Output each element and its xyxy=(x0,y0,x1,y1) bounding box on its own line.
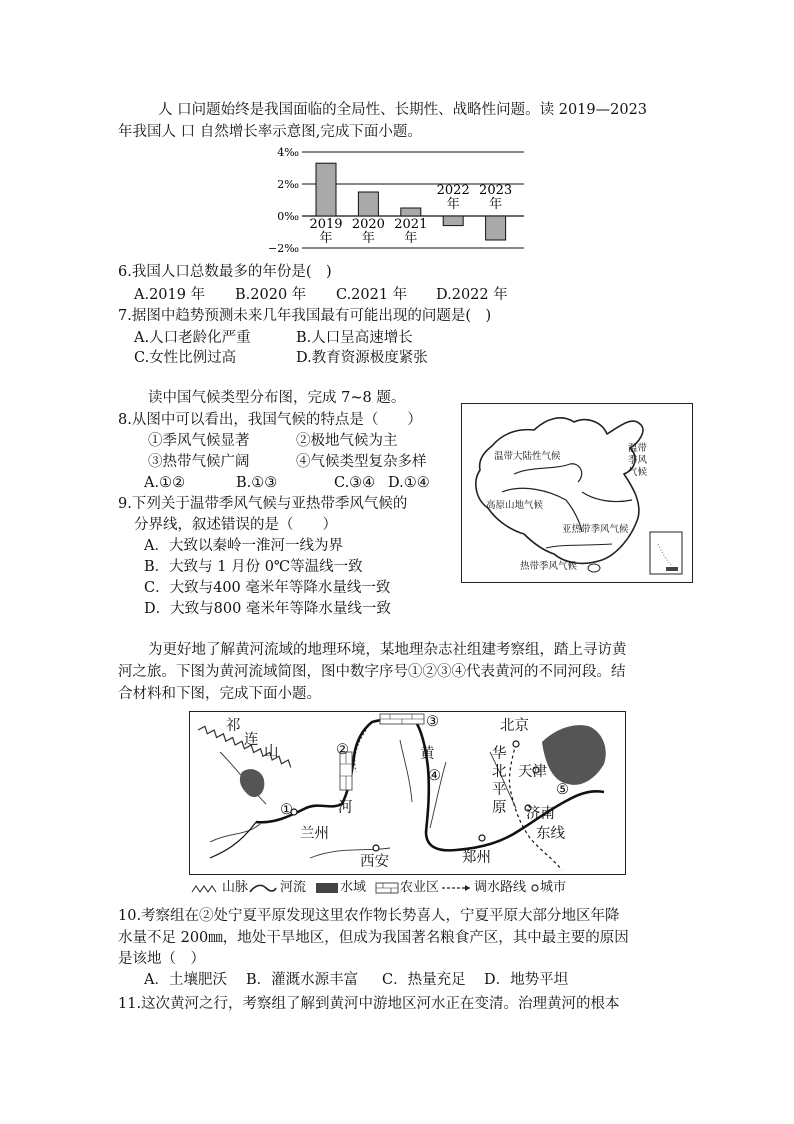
legend-water: 水域 xyxy=(340,880,367,895)
label-temperate-monsoon: 温带季风气候 xyxy=(628,443,648,478)
q8-item-3: ③热带气候广阔 xyxy=(148,454,250,470)
question-10-stem: 是该地（ ） xyxy=(118,951,205,967)
q7-option-b[interactable]: B.人口呈高速增长 xyxy=(296,330,413,346)
q8-item-1: ①季风气候显著 xyxy=(148,433,250,449)
city-jinan: 济南 xyxy=(526,806,555,822)
mountain-label: 祁 xyxy=(226,718,241,734)
q8-item-2: ②极地气候为主 xyxy=(296,433,398,449)
intro-text: 年我国人 口 自然增长率示意图,完成下面小题。 xyxy=(118,124,422,140)
x-tick-label-unit: 年 xyxy=(319,231,333,246)
section2-intro: 读中国气候类型分布图，完成 7~8 题。 xyxy=(148,390,406,406)
segment-2: ② xyxy=(336,742,349,758)
mountain-label: 山 xyxy=(264,744,279,760)
x-tick-label: 2022 xyxy=(436,183,470,198)
city-zhengzhou: 郑州 xyxy=(462,850,491,866)
x-tick-label-unit: 年 xyxy=(404,231,418,246)
bar-4 xyxy=(486,216,506,240)
label-temperate-continental: 温带大陆性气候 xyxy=(494,451,561,462)
intro-text: 人 口问题始终是我国面临的全局性、长期性、战略性问题。读 2019—2023 xyxy=(158,102,648,118)
q10-option-a[interactable]: A．土壤肥沃 xyxy=(144,972,227,988)
x-tick-label: 2021 xyxy=(394,217,428,232)
plain-label: 华 xyxy=(492,746,507,762)
question-10-stem: 水量不足 200㎜，地处干旱地区，但成为我国著名粮食产区，其中最主要的原因 xyxy=(118,930,629,946)
segment-5: ⑤ xyxy=(556,782,569,798)
plain-label: 北 xyxy=(492,764,507,780)
q10-option-c[interactable]: C．热量充足 xyxy=(382,972,466,988)
legend-water-route: 调水路线 xyxy=(474,880,527,895)
x-tick-label: 2023 xyxy=(479,183,513,198)
y-tick-label: 2‰ xyxy=(277,178,299,191)
bar-0 xyxy=(316,163,336,216)
plain-label: 原 xyxy=(492,800,507,816)
q10-option-d[interactable]: D．地势平坦 xyxy=(484,972,569,988)
x-tick-label-unit: 年 xyxy=(446,197,460,212)
q10-option-b[interactable]: B．灌溉水源丰富 xyxy=(246,972,359,988)
section3-intro: 河之旅。下图为黄河流域简图，图中数字序号①②③④代表黄河的不同河段。结 xyxy=(118,664,626,680)
q8-option-c[interactable]: C.③④ xyxy=(334,475,376,491)
growth-rate-chart xyxy=(262,142,542,260)
segment-4: ④ xyxy=(428,768,441,784)
segment-3: ③ xyxy=(426,714,439,730)
bar-3 xyxy=(443,216,463,226)
q7-option-c[interactable]: C.女性比例过高 xyxy=(134,350,237,366)
river-label: 黄 xyxy=(420,746,435,762)
plain-label: 平 xyxy=(492,782,507,798)
x-tick-label-unit: 年 xyxy=(361,231,375,246)
q7-option-a[interactable]: A.人口老龄化严重 xyxy=(134,330,251,346)
city-xian: 西安 xyxy=(360,854,389,870)
legend-city: 城市 xyxy=(540,880,567,895)
section3-intro: 合材料和下图，完成下面小题。 xyxy=(118,686,321,702)
x-tick-label-unit: 年 xyxy=(489,197,503,212)
x-tick-label: 2019 xyxy=(309,217,343,232)
question-9-stem: 分界线，叙述错误的是（ ） xyxy=(134,517,337,533)
segment-1: ① xyxy=(280,802,293,818)
q9-option-b[interactable]: B．大致与 1 月份 0℃等温线一致 xyxy=(144,559,363,575)
label-subtropical-monsoon: 亚热带季风气候 xyxy=(562,524,629,535)
y-tick-label: 4‰ xyxy=(277,146,299,159)
y-tick-label: −2‰ xyxy=(268,242,299,255)
question-7-stem: 7.据图中趋势预测未来几年我国最有可能出现的问题是( ) xyxy=(118,308,492,324)
label-plateau-mountain: 高原山地气候 xyxy=(486,500,544,511)
question-9-stem: 9.下列关于温带季风气候与亚热带季风气候的 xyxy=(118,496,408,512)
q8-option-d[interactable]: D.①④ xyxy=(388,475,430,491)
river-label: 河 xyxy=(338,800,353,816)
section3-intro: 为更好地了解黄河流域的地理环境，某地理杂志社组建考察组，踏上寻访黄 xyxy=(148,642,627,658)
q6-option-d[interactable]: D.2022 年 xyxy=(436,287,508,303)
q8-option-a[interactable]: A.①② xyxy=(144,475,186,491)
q6-option-b[interactable]: B.2020 年 xyxy=(235,287,307,303)
q9-option-a[interactable]: A．大致以秦岭一淮河一线为界 xyxy=(144,538,343,554)
city-tianjin: 天津 xyxy=(518,764,547,780)
q6-option-a[interactable]: A.2019 年 xyxy=(134,287,206,303)
city-lanzhou: 兰州 xyxy=(300,826,329,842)
question-11-stem: 11.这次黄河之行，考察组了解到黄河中游地区河水正在变清。治理黄河的根本 xyxy=(118,996,620,1012)
bar-2 xyxy=(401,208,421,216)
question-8-stem: 8.从图中可以看出，我国气候的特点是（ ） xyxy=(118,412,422,428)
question-10-stem: 10.考察组在②处宁夏平原发现这里农作物长势喜人，宁夏平原大部分地区年降 xyxy=(118,908,620,924)
question-6-stem: 6.我国人口总数最多的年份是( ) xyxy=(118,264,332,280)
q9-option-d[interactable]: D．大致与800 毫米年等降水量线一致 xyxy=(144,601,391,617)
legend-mountain: 山脉 xyxy=(222,880,249,895)
q9-option-c[interactable]: C．大致与400 毫米年等降水量线一致 xyxy=(144,580,391,596)
label-tropical-monsoon: 热带季风气候 xyxy=(520,561,578,572)
yellow-river-map xyxy=(189,711,626,875)
q8-item-4: ④气候类型复杂多样 xyxy=(296,454,427,470)
mountain-label: 连 xyxy=(244,732,259,748)
china-climate-map xyxy=(461,403,693,583)
legend-farmland: 农业区 xyxy=(400,880,440,895)
y-tick-label: 0‰ xyxy=(277,210,299,223)
q8-option-b[interactable]: B.①③ xyxy=(236,475,278,491)
legend-river: 河流 xyxy=(280,880,307,895)
bar-1 xyxy=(358,192,378,216)
city-beijing: 北京 xyxy=(500,718,529,734)
q6-option-c[interactable]: C.2021 年 xyxy=(336,287,408,303)
x-tick-label: 2020 xyxy=(351,217,385,232)
q7-option-d[interactable]: D.教育资源极度紧张 xyxy=(296,350,428,366)
east-route-label: 东线 xyxy=(536,826,565,842)
